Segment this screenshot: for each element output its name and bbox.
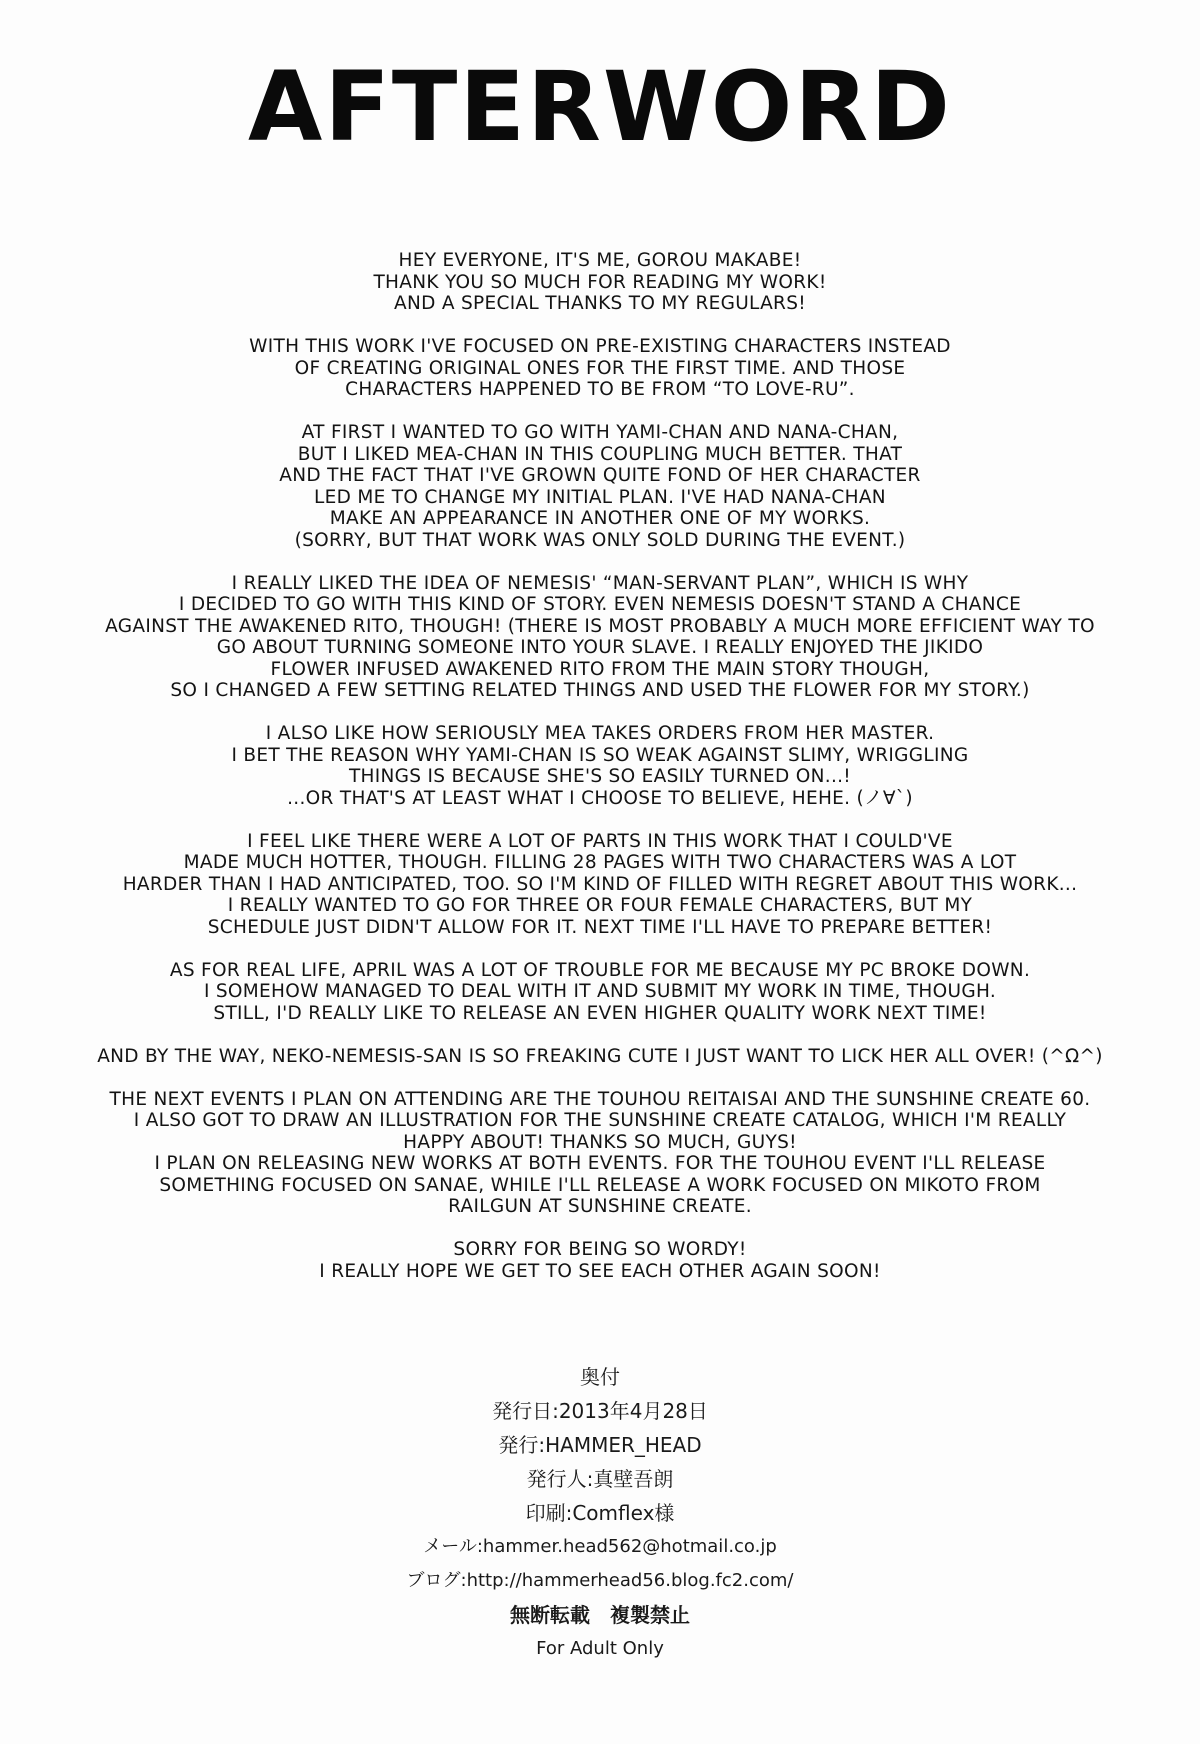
- afterword-body: [40, 250, 1160, 1304]
- text-line: I PLAN ON RELEASING NEW WORKS AT BOTH EVENTS. FOR THE TOUHOU EVENT I'LL RELEASE: [154, 1153, 1046, 1174]
- mail-address: メール:hammer.head562@hotmail.co.jp: [423, 1536, 777, 1557]
- text-line: HARDER THAN I HAD ANTICIPATED, TOO. SO I'M KIND OF FILLED WITH REGRET ABOUT THIS WORK...: [122, 873, 1078, 895]
- colophon-heading: 奥付: [580, 1365, 620, 1389]
- adult-notice: For Adult Only: [536, 1638, 664, 1659]
- paragraph-events: [40, 1089, 1160, 1218]
- printing: 印刷:Comflex様: [525, 1501, 675, 1525]
- text-line: FLOWER INFUSED AWAKENED RITO FROM THE MAIN STORY THOUGH,: [270, 658, 930, 680]
- publish-date: 発行日:2013年4月28日: [492, 1399, 708, 1423]
- text-line: WITH THIS WORK I'VE FOCUSED ON PRE-EXISTING CHARACTERS INSTEAD: [249, 336, 951, 357]
- text-line: I REALLY HOPE WE GET TO SEE EACH OTHER AGAIN SOON!: [319, 1260, 881, 1282]
- text-line: RAILGUN AT SUNSHINE CREATE.: [448, 1196, 752, 1217]
- text-line: I REALLY WANTED TO GO FOR THREE OR FOUR FEMALE CHARACTERS, BUT MY: [227, 895, 973, 916]
- copy-notice: 無断転載 複製禁止: [510, 1603, 690, 1627]
- text-line: AND A SPECIAL THANKS TO MY REGULARS!: [394, 293, 806, 314]
- text-line: I SOMEHOW MANAGED TO DEAL WITH IT AND SUBMIT MY WORK IN TIME, THOUGH.: [203, 981, 997, 1002]
- text-line: LED ME TO CHANGE MY INITIAL PLAN. I'VE HAD NANA-CHAN: [314, 486, 886, 508]
- paragraph-closing: [40, 1239, 1160, 1282]
- text-line: HEY EVERYONE, IT'S ME, GOROU MAKABE!: [398, 250, 802, 271]
- text-line: THINGS IS BECAUSE SHE'S SO EASILY TURNED ON...!: [348, 766, 852, 787]
- text-line: SCHEDULE JUST DIDN'T ALLOW FOR IT. NEXT TIME I'LL HAVE TO PREPARE BETTER!: [207, 916, 993, 938]
- text-line: I DECIDED TO GO WITH THIS KIND OF STORY. EVEN NEMESIS DOESN'T STAND A CHANCE: [178, 594, 1022, 615]
- text-line: CHARACTERS HAPPENED TO BE FROM “TO LOVE-RU”.: [345, 379, 855, 400]
- text-line: I REALLY LIKED THE IDEA OF NEMESIS' “MAN-SERVANT PLAN”, WHICH IS WHY: [231, 572, 969, 594]
- text-line: SO I CHANGED A FEW SETTING RELATED THINGS AND USED THE FLOWER FOR MY STORY.): [170, 680, 1030, 701]
- text-line: I BET THE REASON WHY YAMI-CHAN IS SO WEAK AGAINST SLIMY, WRIGGLING: [231, 744, 969, 766]
- text-line: I ALSO LIKE HOW SERIOUSLY MEA TAKES ORDERS FROM HER MASTER.: [265, 723, 935, 744]
- text-line: I ALSO GOT TO DRAW AN ILLUSTRATION FOR THE SUNSHINE CREATE CATALOG, WHICH I'M REALLY: [133, 1110, 1067, 1131]
- text-line: (SORRY, BUT THAT WORK WAS ONLY SOLD DURING THE EVENT.): [294, 529, 906, 551]
- paragraph-story: [40, 573, 1160, 702]
- paragraph-plan: [40, 422, 1160, 551]
- text-line: HAPPY ABOUT! THANKS SO MUCH, GUYS!: [403, 1131, 797, 1153]
- text-line: SOMETHING FOCUSED ON SANAE, WHILE I'LL RELEASE A WORK FOCUSED ON MIKOTO FROM: [159, 1174, 1041, 1196]
- text-line: SORRY FOR BEING SO WORDY!: [453, 1239, 747, 1260]
- text-line: MADE MUCH HOTTER, THOUGH. FILLING 28 PAGES WITH TWO CHARACTERS WAS A LOT: [183, 852, 1017, 873]
- text-line: AND THE FACT THAT I'VE GROWN QUITE FOND OF HER CHARACTER: [279, 465, 921, 486]
- paragraph-greeting: [40, 250, 1160, 315]
- paragraph-neko: [40, 1046, 1160, 1068]
- paragraph-characters: [40, 336, 1160, 401]
- text-line: AS FOR REAL LIFE, APRIL WAS A LOT OF TROUBLE FOR ME BECAUSE MY PC BROKE DOWN.: [169, 959, 1031, 981]
- text-line: OF CREATING ORIGINAL ONES FOR THE FIRST TIME. AND THOSE: [294, 357, 906, 379]
- text-line: BUT I LIKED MEA-CHAN IN THIS COUPLING MUCH BETTER. THAT: [297, 443, 903, 465]
- text-line: STILL, I'D REALLY LIKE TO RELEASE AN EVEN HIGHER QUALITY WORK NEXT TIME!: [213, 1002, 987, 1024]
- text-line: MAKE AN APPEARANCE IN ANOTHER ONE OF MY WORKS.: [329, 508, 871, 529]
- colophon: [0, 1360, 1200, 1666]
- text-line: I FEEL LIKE THERE WERE A LOT OF PARTS IN THIS WORK THAT I COULD'VE: [247, 830, 953, 852]
- text-line: AND BY THE WAY, NEKO-NEMESIS-SAN IS SO FREAKING CUTE I JUST WANT TO LICK HER ALL OVER! (^Ω^): [97, 1045, 1103, 1067]
- text-line: ...OR THAT'S AT LEAST WHAT I CHOOSE TO BELIEVE, HEHE. (ノ∀`): [287, 787, 913, 809]
- publisher: 発行:HAMMER_HEAD: [498, 1433, 702, 1457]
- page-title: AFTERWORD: [248, 51, 952, 163]
- paragraph-real-life: [40, 960, 1160, 1025]
- text-line: AGAINST THE AWAKENED RITO, THOUGH! (THERE IS MOST PROBABLY A MUCH MORE EFFICIENT WAY TO: [105, 615, 1095, 637]
- paragraph-mea: [40, 723, 1160, 809]
- text-line: AT FIRST I WANTED TO GO WITH YAMI-CHAN AND NANA-CHAN,: [301, 422, 899, 443]
- blog-url: ブログ:http://hammerhead56.blog.fc2.com/: [406, 1570, 794, 1591]
- text-line: THANK YOU SO MUCH FOR READING MY WORK!: [373, 271, 827, 293]
- text-line: THE NEXT EVENTS I PLAN ON ATTENDING ARE THE TOUHOU REITAISAI AND THE SUNSHINE CREATE 60.: [109, 1088, 1091, 1110]
- text-line: GO ABOUT TURNING SOMEONE INTO YOUR SLAVE. I REALLY ENJOYED THE JIKIDO: [216, 637, 984, 658]
- paragraph-regret: [40, 831, 1160, 939]
- issuer: 発行人:真壁吾朗: [526, 1467, 674, 1491]
